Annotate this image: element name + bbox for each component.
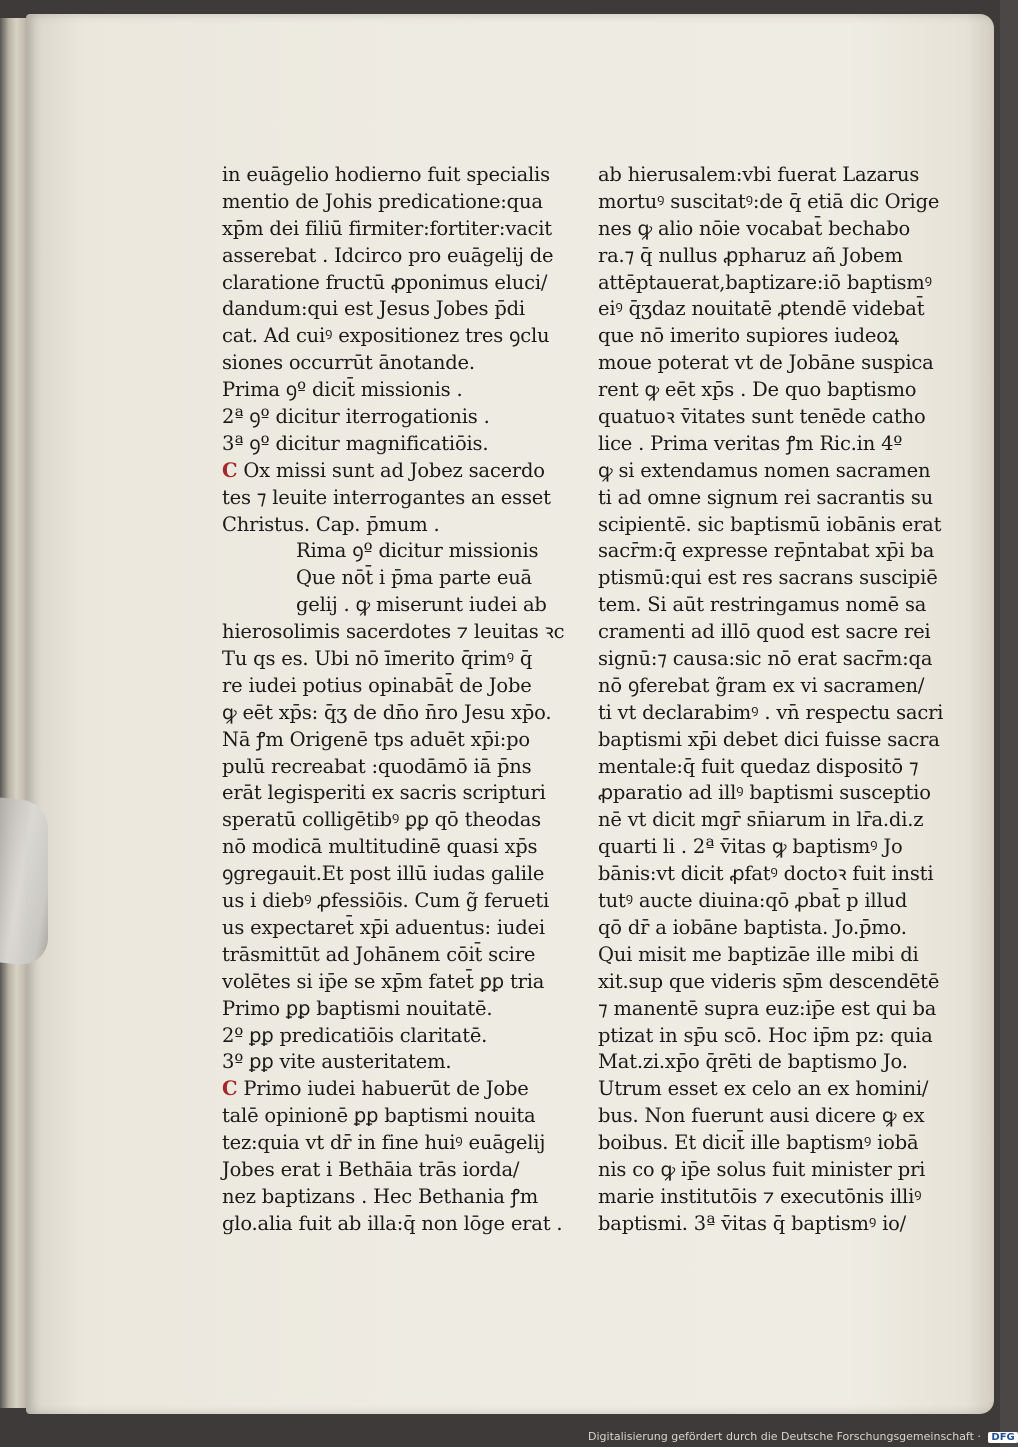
text-line: nis co ꝙ ip̄e solus fuit minister pri: [598, 1157, 926, 1181]
chapter-heading-line: C Ox missi sunt ad Jobez sacerdo: [222, 458, 545, 482]
text-line: baptismi. 3ª v̄itas q̄ baptismꝰ io/: [598, 1211, 907, 1235]
text-line: nez baptizans . Hec Bethania ꝭm: [222, 1184, 539, 1208]
text-line: 2ª ꝯº dicitur iterrogationis .: [222, 405, 490, 429]
text-line: dandum:qui est Jesus Jobes p̄di: [222, 297, 525, 321]
dfg-logo: DFG: [988, 1432, 1017, 1443]
text-line: Utrum esset ex celo an ex homini/: [598, 1077, 929, 1101]
text-line: 3º ꝑꝑ vite austeritatem.: [222, 1050, 452, 1074]
text-line: quarti li . 2ª v̄itas ꝙ baptismꝰ Jo: [598, 835, 903, 859]
text-line: mortuꝰ suscitatꝰ:de q̄ etiā dic Orige: [598, 189, 940, 213]
text-line: cramenti ad illō quod est sacre rei: [598, 620, 931, 644]
digitization-footer: [588, 1430, 1018, 1443]
text-line: ꝯgregauit.Et post illū iudas galile: [222, 862, 545, 886]
text-line: in euāgelio hodierno fuit specialis: [222, 163, 550, 186]
text-line: tutꝰ aucte diuina:qō ꝓbat̄ p illud: [598, 889, 908, 913]
text-line: Qui misit me baptizāe ille mibi di: [598, 942, 919, 966]
text-line: ti ad omne signum rei sacrantis su: [598, 485, 934, 509]
text-line: volētes si ip̄e se xp̄m fatet̄ ꝑꝑ tria: [222, 969, 545, 993]
text-line: ⁊ manentē supra euz:ip̄e est qui ba: [598, 996, 937, 1020]
text-line: sacr̄m:q̄ expresse rep̄ntabat xp̄i ba: [598, 539, 935, 563]
paragraph-mark: C: [222, 458, 238, 482]
text-line: asserebat . Idcirco pro euāgelij de: [222, 243, 554, 267]
text-line: lice . Prima veritas ꝭm Ric.in 4º: [598, 431, 903, 455]
text-line: mentale:q̄ fuit quedaz dispositō ⁊: [598, 754, 919, 778]
text-line: us expectaret̄ xp̄i aduentus: iudei: [222, 915, 545, 939]
text-line: marie institutōis ⁊ executōnis illiꝰ: [598, 1184, 922, 1208]
text-line: ra.⁊ q̄ nullus ꝓpharuz añ Jobem: [598, 243, 903, 267]
text-line: nō ꝯferebat g̃ram ex vi sacramen/: [598, 673, 925, 697]
text-line: ꝙ eēt xp̄s: q̄ʒ de dn̄o n̄ro Jesu xp̄o.: [222, 700, 552, 724]
text-line: speratū colligētibꝰ ꝑꝑ qō theodas: [222, 808, 541, 832]
text-line: Christus. Cap. p̄mum .: [222, 512, 440, 536]
footer-credit-text: Digitalisierung gefördert durch die Deutsche Forschungsgemeinschaft ·: [588, 1430, 981, 1443]
text-line: tem. Si aūt restringamus nomē sa: [598, 593, 927, 617]
text-line: scipientē. sic baptismū iobānis erat: [598, 512, 942, 536]
text-line: us i diebꝰ ꝓfessiōis. Cum g̃ ferueti: [222, 889, 550, 913]
text-line: tes ⁊ leuite interrogantes an esset: [222, 485, 551, 509]
text-line: signū:⁊ causa:sic nō erat sacr̄m:qa: [598, 647, 933, 671]
text-line: trāsmittūt ad Johānem cōit̄ scire: [222, 942, 536, 966]
text-line: ptizat in sp̄u scō. Hoc ip̄m pz: quia: [598, 1023, 933, 1047]
text-line: baptismi xp̄i debet dici fuisse sacra: [598, 727, 940, 751]
text-line: ꝙ si extendamus nomen sacramen: [598, 458, 931, 482]
text-line: bānis:vt dicit ꝓfatꝰ doctoꝛ fuit insti: [598, 862, 934, 886]
text-line: Primo ꝑꝑ baptismi nouitatē.: [222, 996, 493, 1020]
text-line: claratione fructū ꝓponimus eluci/: [222, 270, 548, 294]
text-line: moue poterat vt de Jobāne suspica: [598, 351, 934, 375]
text-line: 3ª ꝯº dicitur magnificatiōis.: [222, 431, 489, 455]
paragraph-mark: C: [222, 1077, 238, 1101]
text-line: erāt legisperiti ex sacris scripturi: [222, 781, 546, 805]
text-line: talē opinionē ꝑꝑ baptismi nouita: [222, 1104, 536, 1128]
text-line: re iudei potius opinabāt̄ de Jobe: [222, 673, 532, 697]
text-line: siones occurrūt ānotande.: [222, 351, 475, 375]
text-line: nes ꝙ alio nōie vocabat̄ bechabo: [598, 216, 911, 240]
text-line: qō dr̄ a iobāne baptista. Jo.p̄mo.: [598, 915, 907, 939]
text-line: hierosolimis sacerdotes ⁊ leuitas ꝛc: [222, 620, 565, 644]
text-column-left: [222, 162, 572, 1238]
text-line: Mat.zi.xp̄o q̄rēti de baptismo Jo.: [598, 1050, 908, 1074]
text-line: nō modicā multitudinē quasi xp̄s: [222, 835, 538, 859]
text-column-right: [598, 162, 944, 1238]
text-line: 2º ꝑꝑ predicatiōis claritatē.: [222, 1023, 488, 1047]
text-line: pulū recreabat :quodāmō iā p̄ns: [222, 754, 532, 778]
text-line: eiꝰ q̄ʒdaz nouitatē ꝓtendē videbat̄: [598, 297, 925, 321]
text-line: Prima ꝯº dicit̄ missionis .: [222, 378, 463, 402]
text-line: mentio de Johis predicatione:qua: [222, 189, 543, 213]
text-line: xp̄m dei filiū firmiter:fortiter:vacit: [222, 216, 552, 240]
text-line: cat. Ad cuiꝰ expositionez tres ꝯclu: [222, 324, 550, 348]
text-line: glo.alia fuit ab illa:q̄ non lōge erat .: [222, 1211, 563, 1235]
text-line: xit.sup que videris sp̄m descendētē: [598, 969, 940, 993]
text-line: C Primo iudei habuerūt de Jobe: [222, 1077, 529, 1101]
text-line: rent ꝙ eēt xp̄s . De quo baptismo: [598, 378, 917, 402]
text-line: bus. Non fuerunt ausi dicere ꝙ ex: [598, 1104, 925, 1128]
text-line: Nā ꝭm Origenē tps aduēt xp̄i:po: [222, 727, 530, 751]
text-line: boibus. Et dicit̄ ille baptismꝰ iobā: [598, 1131, 919, 1155]
text-line: quatuoꝛ v̄itates sunt tenēde catho: [598, 405, 926, 429]
text-line: attēptauerat,baptizare:iō baptismꝰ: [598, 270, 932, 294]
text-line: Tu qs es. Ubi nō īmerito q̄rimꝰ q̄: [222, 647, 533, 671]
page-clip: [0, 797, 48, 967]
text-line: ti vt declarabimꝰ . vn̄ respectu sacri: [598, 700, 944, 724]
text-line: ab hierusalem:vbi fuerat Lazarus: [598, 163, 920, 186]
text-line: tez:quia vt dr̄ in fine huiꝰ euāgelij: [222, 1131, 546, 1155]
text-line: que nō imerito supiores iudeoꝝ: [598, 324, 899, 348]
text-line: Jobes erat i Bethāia trās iorda/: [222, 1157, 520, 1181]
text-line: gelij . ꝙ miserunt iudei ab: [296, 593, 547, 617]
text-line: ptismū:qui est res sacrans suscipiē: [598, 566, 938, 590]
text-line: Que nōt̄ i p̄ma parte euā: [296, 566, 532, 590]
text-line: ꝓparatio ad illꝰ baptismi susceptio: [598, 781, 931, 805]
text-line: Rima ꝯº dicitur missionis: [296, 539, 539, 563]
text-line: nē vt dicit mgr̄ sn̄iarum in lr̄a.di.z: [598, 808, 924, 832]
